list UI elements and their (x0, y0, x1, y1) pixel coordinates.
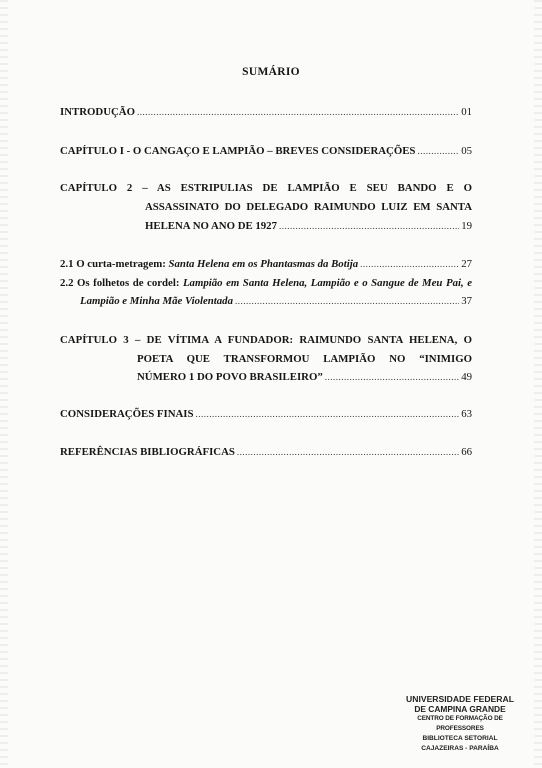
toc-entry-2-1[interactable] (60, 257, 472, 271)
toc-label-line-2: POETA QUE TRANSFORMOU LAMPIÃO NO “INIMIGO (137, 353, 472, 365)
toc-leader (235, 294, 459, 308)
page-title: SUMÁRIO (242, 66, 300, 78)
toc-label-line-2: ASSASSINATO DO DELEGADO RAIMUNDO LUIZ EM SANTA (145, 201, 472, 213)
toc-label-title: Lampião em Santa Helena, Lampião e o Sangue de Meu Pai, e (182, 277, 473, 289)
toc-label-line-3 (137, 370, 472, 384)
toc-page-number: 37 (461, 295, 472, 307)
toc-label: CONSIDERAÇÕES FINAIS (60, 408, 194, 420)
stamp-line-1: UNIVERSIDADE FEDERAL (406, 694, 514, 704)
toc-entry-introducao[interactable] (60, 105, 472, 119)
toc-label-prefix: 2.1 O curta-metragem: (60, 258, 169, 270)
toc-label-title: Santa Helena em os Phantasmas da Botija (168, 258, 359, 270)
toc-entry-referencias[interactable] (60, 445, 472, 459)
stamp-line-3: CENTRO DE FORMAÇÃO DE PROFESSORES (417, 715, 503, 732)
toc-label-prefix: 2.2 Os folhetos de cordel: (60, 277, 183, 289)
toc-label: INTRODUÇÃO (60, 106, 135, 118)
toc-label: NÚMERO 1 DO POVO BRASILEIRO” (137, 371, 323, 383)
toc-label: REFERÊNCIAS BIBLIOGRÁFICAS (60, 446, 235, 458)
toc-page-number: 49 (461, 371, 472, 383)
toc-page-number: 19 (461, 220, 472, 232)
toc-label: Lampião e Minha Mãe Violentada (80, 295, 233, 307)
toc-label (60, 257, 358, 271)
library-stamp (394, 694, 526, 754)
toc-label-line-1: CAPÍTULO 2 – AS ESTRIPULIAS DE LAMPIÃO E SEU BANDO E O (60, 182, 472, 194)
stamp-line-2: DE CAMPINA GRANDE (414, 704, 506, 714)
toc-leader (196, 407, 460, 421)
toc-leader (279, 219, 459, 233)
scan-edge-left (0, 0, 8, 768)
toc-label-line-3 (145, 219, 472, 233)
toc-leader (237, 445, 459, 459)
toc-leader (417, 144, 459, 158)
toc-page-number: 01 (461, 106, 472, 118)
toc-leader (360, 257, 459, 271)
toc-page-number: 66 (461, 446, 472, 458)
toc-leader (325, 370, 459, 384)
toc-label-line-1 (60, 276, 472, 290)
toc-page-number: 05 (461, 145, 472, 157)
toc-leader (137, 105, 459, 119)
toc-entry-capitulo-1[interactable] (60, 144, 472, 158)
toc-page-number: 27 (461, 258, 472, 270)
toc-label: CAPÍTULO I - O CANGAÇO E LAMPIÃO – BREVES CONSIDERAÇÕES (60, 145, 416, 157)
scan-edge-right (534, 0, 542, 768)
toc-page-number: 63 (461, 408, 472, 420)
toc-label-line-1: CAPÍTULO 3 – DE VÍTIMA A FUNDADOR: RAIMUNDO SANTA HELENA, O (60, 334, 472, 346)
stamp-line-4: BIBLIOTECA SETORIAL (422, 735, 498, 742)
stamp-line-5: CAJAZEIRAS - PARAÍBA (421, 745, 499, 752)
toc-entry-consideracoes-finais[interactable] (60, 407, 472, 421)
toc-label-line-2 (80, 294, 472, 308)
toc-label: HELENA NO ANO DE 1927 (145, 220, 277, 232)
